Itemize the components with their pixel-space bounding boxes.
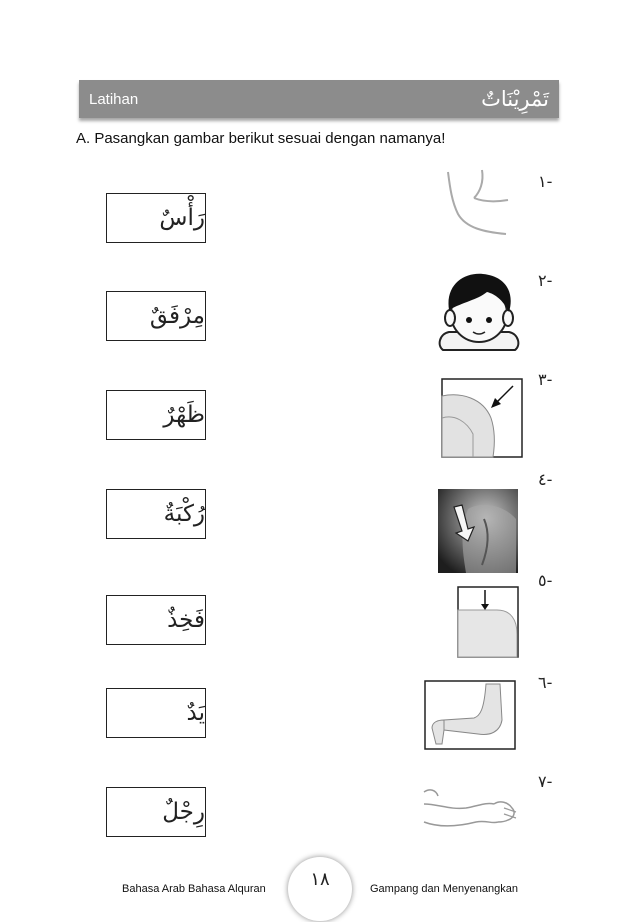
item-number-2: -٢ [538, 271, 553, 290]
page-number-text: ١٨ [310, 869, 330, 890]
instruction-text: A. Pasangkan gambar berikut sesuai dengan namanya! [76, 130, 446, 147]
header-arabic-title: تَمْرِيْنَاتٌ [481, 87, 549, 111]
elbow-icon [440, 168, 512, 240]
shoulder-arrow-icon [441, 378, 523, 458]
word-box-2: مِرْفَقٌ [106, 291, 206, 341]
item-number-7: -٧ [538, 772, 553, 791]
forearm-icon [420, 782, 520, 836]
item-number-4: -٤ [538, 470, 553, 489]
footer-right-text: Gampang dan Menyenangkan [370, 883, 518, 895]
word-box-1: رَأْسٌ [106, 193, 206, 243]
word-box-7: رِجْلٌ [106, 787, 206, 837]
header-latihan: Latihan [89, 90, 139, 108]
page-number [288, 857, 352, 921]
section-header [79, 80, 559, 118]
item-number-5: -٥ [538, 571, 553, 590]
footer-left-text: Bahasa Arab Bahasa Alquran [122, 883, 266, 895]
word-box-3: ظَهْرٌ [106, 390, 206, 440]
word-box-4: رُكْبَةٌ [106, 489, 206, 539]
item-number-3: -٣ [538, 370, 553, 389]
back-photo-icon [438, 489, 518, 573]
item-number-1: -١ [538, 172, 553, 191]
boy-head-icon [437, 270, 521, 352]
item-number-6: -٦ [538, 673, 553, 692]
word-box-5: فَخِذٌ [106, 595, 206, 645]
thigh-arrow-icon [457, 586, 519, 658]
word-box-6: يَدٌ [106, 688, 206, 738]
arm-icon [424, 680, 516, 750]
